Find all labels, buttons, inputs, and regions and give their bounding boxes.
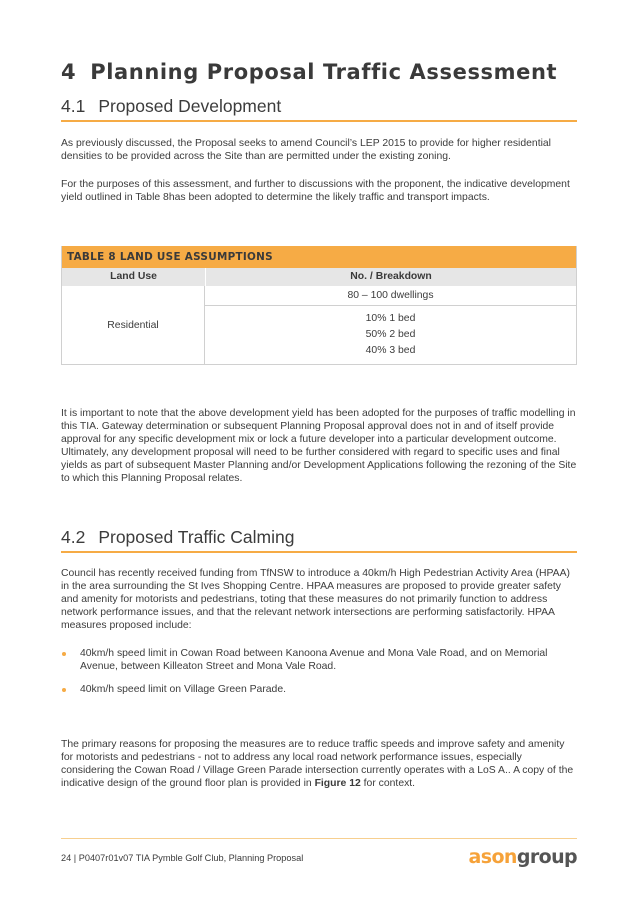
list-item-text: 40km/h speed limit in Cowan Road between Kanoona Avenue and Mona Vale Road, and on Memorial Avenue, between Killeaton Street and Mona Vale Road. [80, 648, 548, 672]
table-cell-land-use: Residential [62, 286, 205, 364]
paragraph-development-yield: For the purposes of this assessment, and further to discussions with the proponent, the indicative development yield outlined in Table 8has been adopted to determine the likely traffic and transport impacts. [61, 179, 570, 203]
figure-reference: Figure 12 [314, 778, 361, 789]
table-cell-breakdown-group [205, 286, 576, 364]
company-logo [469, 846, 577, 868]
section-number: 4 [61, 60, 77, 84]
paragraph-proposal-intro: As previously discussed, the Proposal seeks to amend Council’s LEP 2015 to provide for higher residential densities to be provided across the Site than are permitted under the existing zoning. [61, 138, 551, 162]
bedroom-mix-2-bed: 50% 2 bed [365, 329, 416, 340]
list-item [61, 683, 577, 696]
table-header-land-use: Land Use [62, 268, 206, 286]
section-title: Planning Proposal Traffic Assessment [90, 60, 558, 84]
subsection-number: 4.2 [61, 527, 86, 547]
table-header-row [62, 268, 576, 286]
bullet-icon [62, 652, 66, 656]
table-cell-bedroom-mix [205, 306, 576, 364]
bedroom-mix-3-bed: 40% 3 bed [365, 345, 416, 356]
bedroom-mix-1-bed: 10% 1 bed [365, 313, 416, 324]
subsection-title: Proposed Development [98, 96, 282, 116]
table-row [62, 286, 576, 364]
footer-text: 24 | P0407r01v07 TIA Pymble Golf Club, Planning Proposal [61, 853, 304, 863]
section-heading-4 [61, 60, 577, 84]
primary-reasons-text: The primary reasons for proposing the measures are to reduce traffic speeds and improve safety and amenity for motorists and pedestrians - not to address any local road network performance issues, especially considering the Cowan Road / Village Green Parade intersection currently operates with a LoS A.. A copy of the indicative design of the ground floor plan is provided in [61, 739, 574, 789]
subsection-title: Proposed Traffic Calming [98, 527, 295, 547]
table-title: TABLE 8 LAND USE ASSUMPTIONS [62, 246, 576, 268]
paragraph-primary-reasons [61, 738, 577, 790]
list-item [61, 647, 577, 673]
logo-part-group: group [516, 846, 577, 868]
land-use-table [61, 246, 577, 365]
paragraph-yield-note: It is important to note that the above development yield has been adopted for the purposes of traffic modelling in this TIA. Gateway determination or subsequent Planning Proposal approval does not in and of itself provide approval for any specific development mix or lock a future developer into a particular development outcome. Ultimately, any development proposal will need to be further considered with regard to specific uses and final yields as part of subsequent Master Planning and/or Development Applications following the rezoning of the Site to which this Planning Proposal relates. [61, 408, 577, 484]
paragraph-hpaa-intro: Council has recently received funding from TfNSW to introduce a 40km/h High Pedestrian Activity Area (HPAA) in the area surrounding the St Ives Shopping Centre. HPAA measures are proposed to provide greater safety and amenity for motorists and pedestrians, toting that these measures do not primarily function to address network performance issues, and that the relevant network intersections are performing satisfactorily. HPAA measures proposed include: [61, 568, 570, 631]
footer-divider [61, 838, 577, 839]
subsection-heading-4-1 [61, 96, 577, 122]
subsection-number: 4.1 [61, 96, 86, 116]
table-cell-dwellings: 80 – 100 dwellings [205, 286, 576, 306]
primary-reasons-text-end: for context. [360, 778, 416, 789]
bullet-icon [62, 688, 66, 692]
subsection-heading-4-2 [61, 527, 577, 553]
table-header-breakdown: No. / Breakdown [350, 271, 432, 282]
hpaa-measures-list [61, 647, 577, 706]
logo-part-ason: ason [468, 846, 517, 868]
list-item-text: 40km/h speed limit on Village Green Parade. [80, 684, 287, 695]
